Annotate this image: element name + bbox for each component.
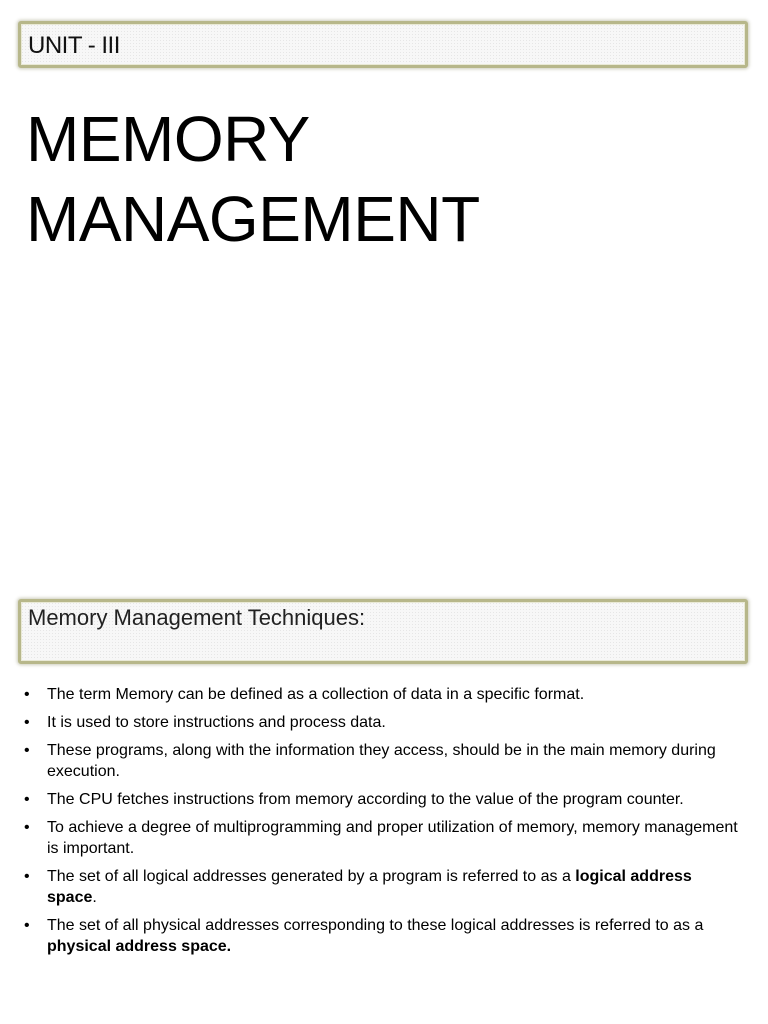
page-title-line-2: MANAGEMENT — [26, 183, 480, 255]
list-item — [22, 915, 744, 957]
list-item-text: It is used to store instructions and process data. — [47, 714, 386, 731]
bullet-list — [22, 684, 744, 964]
list-item-text: The term Memory can be defined as a collection of data in a specific format. — [47, 686, 585, 703]
list-item — [22, 817, 744, 859]
unit-banner — [18, 21, 748, 68]
bullet-icon: • — [24, 868, 30, 885]
list-item-text: To achieve a degree of multiprogramming and proper utilization of memory, memory management is important. — [47, 819, 738, 857]
bullet-icon: • — [24, 917, 30, 934]
list-item — [22, 712, 744, 733]
page-title — [26, 99, 480, 259]
list-item-bold-term: logical address space — [47, 868, 692, 906]
section-heading: Memory Management Techniques: — [28, 605, 366, 630]
list-item-text: These programs, along with the information they access, should be in the main memory during execution. — [47, 742, 716, 780]
bullet-icon: • — [24, 742, 30, 759]
list-item-text: The set of all logical addresses generated by a program is referred to as a — [47, 868, 576, 885]
list-item — [22, 789, 744, 810]
bullet-icon: • — [24, 819, 30, 836]
list-item — [22, 684, 744, 705]
list-item-text-end: . — [92, 889, 97, 906]
list-item — [22, 740, 744, 782]
page-title-line-1: MEMORY — [26, 103, 310, 175]
list-item-text: The CPU fetches instructions from memory according to the value of the program counter. — [47, 791, 684, 808]
list-item-text: The set of all physical addresses corresponding to these logical addresses is referred to as a — [47, 917, 704, 934]
bullet-icon: • — [24, 791, 30, 808]
bullet-icon: • — [24, 714, 30, 731]
bullet-icon: • — [24, 686, 30, 703]
list-item — [22, 866, 744, 908]
unit-label: UNIT - III — [28, 32, 120, 59]
list-item-bold-term: physical address space. — [47, 938, 232, 955]
techniques-banner — [18, 599, 748, 664]
